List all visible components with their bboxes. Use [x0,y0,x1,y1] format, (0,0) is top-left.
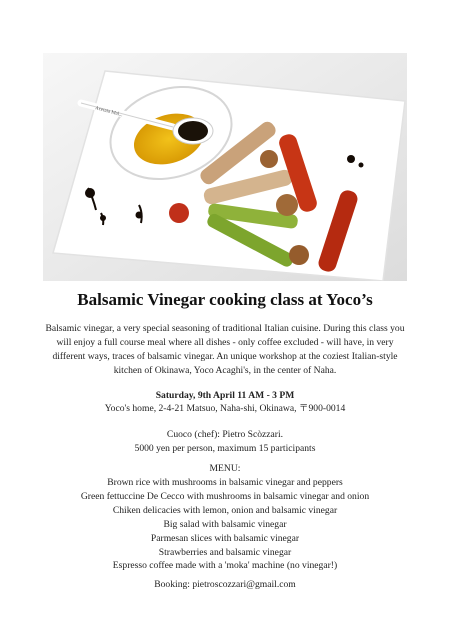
menu-heading: MENU: [209,463,241,474]
menu-item: Brown rice with mushrooms in balsamic vinegar and peppers [107,477,343,488]
menu-item: Strawberries and balsamic vinegar [158,546,292,558]
price-line: 5000 yen per person, maximum 15 participants [134,443,316,454]
menu-item: Espresso coffee made with a 'moka' machine (no vinegar!) [112,560,338,572]
menu-item: Green fettuccine De Cecco with mushrooms in balsamic vinegar and onion [80,490,370,502]
chef-line: Cuoco (chef): Pietro Scòzzari. [166,429,284,440]
food-photo [43,53,407,281]
event-address: Yoco's home, 2-4-21 Matsuo, Naha-shi, Okinawa, 〒900-0014 [104,403,346,414]
menu-list [0,476,450,573]
page-title: Balsamic Vinegar cooking class at Yoco’s [77,290,373,309]
menu-item: Chiken delicacies with lemon, onion and balsamic vinegar [112,504,338,516]
booking-contact: Booking: pietroscozzari@gmail.com [154,579,296,590]
menu-item: Parmesan slices with balsamic vinegar [150,532,300,544]
spoon-label: Acetaia Mal... [94,106,124,119]
event-date-time: Saturday, 9th April 11 AM - 3 PM [155,390,295,401]
plate-illustration [43,53,407,281]
menu-item: Big salad with balsamic vinegar [163,518,287,530]
intro-paragraph: Balsamic vinegar, a very special seasoning of traditional Italian cuisine. During this class you will enjoy a full course meal where all dishes - only coffee excluded - will have, in very different ways, traces of balsamic vinegar. An unique workshop at the coziest Italian-style kitchen of Okinawa, Yoco Acaghi's, in the center of Naha. [45,323,405,376]
